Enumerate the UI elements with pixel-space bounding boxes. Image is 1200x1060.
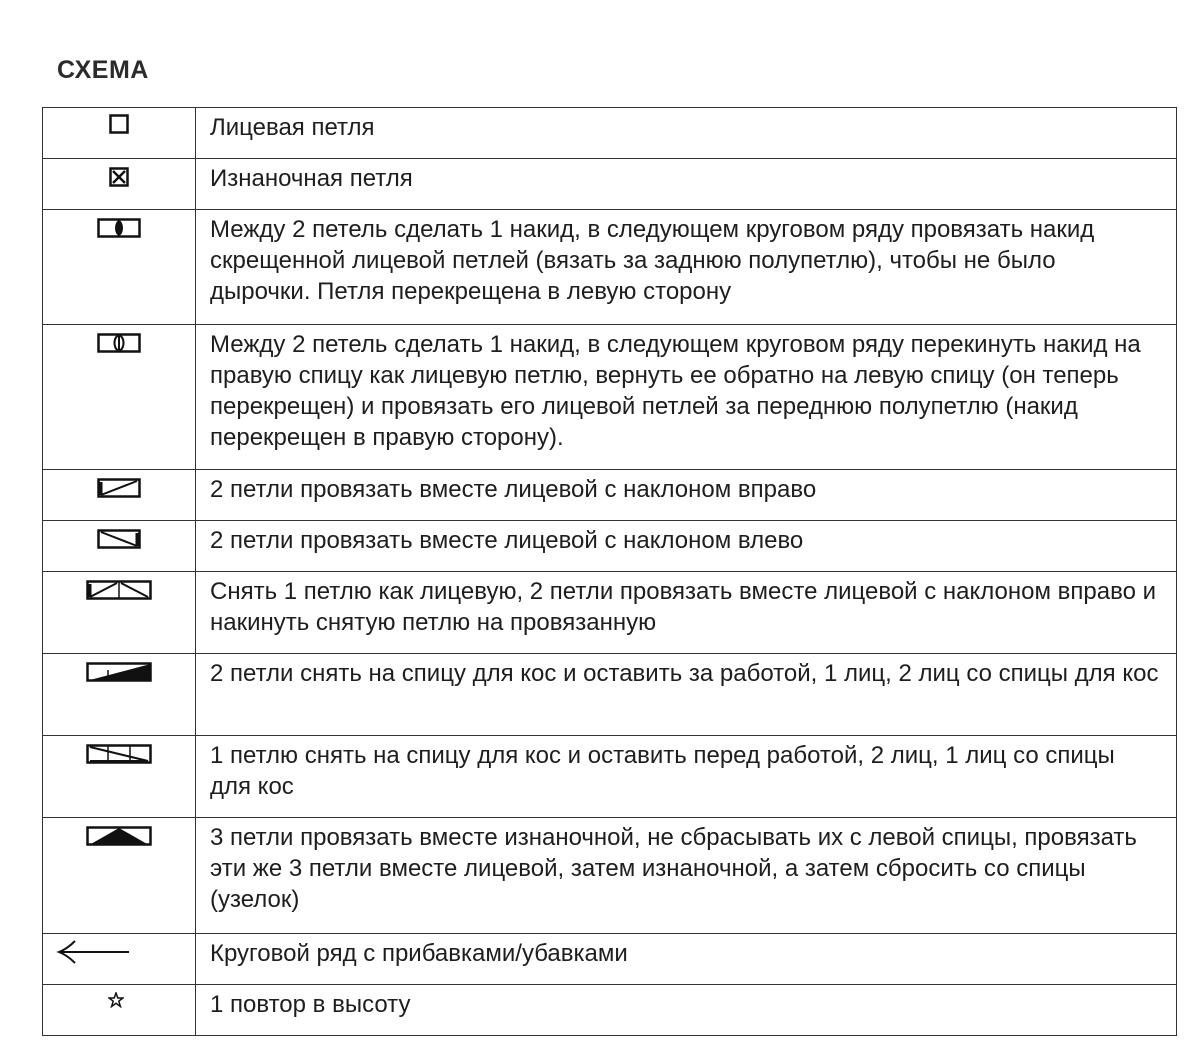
symbol-cell — [43, 654, 196, 736]
legend-table — [42, 107, 1177, 1036]
legend-description: 1 петлю снять на спицу для кос и оставить перед работой, 2 лиц, 1 лиц со спицы для кос — [196, 736, 1177, 818]
legend-row — [43, 521, 1177, 572]
symbol-cell — [43, 818, 196, 934]
k2tog-right-icon — [97, 478, 141, 498]
cable-back-icon — [86, 662, 152, 682]
legend-row — [43, 985, 1177, 1036]
star-icon — [108, 992, 124, 1008]
legend-row — [43, 210, 1177, 325]
arrow-left-icon — [55, 938, 131, 966]
symbol-cell — [43, 572, 196, 654]
legend-description: 2 петли провязать вместе лицевой с наклоном вправо — [196, 470, 1177, 521]
legend-description: Между 2 петель сделать 1 накид, в следующем круговом ряду провязать накид скрещенной лицевой петлей (вязать за заднюю полупетлю), чтобы не было дырочки. Петля перекрещена в левую сторону — [196, 210, 1177, 325]
legend-description: Между 2 петель сделать 1 накид, в следующем круговом ряду перекинуть накид на правую спицу как лицевую петлю, вернуть ее обратно на левую спицу (он теперь перекрещен) и провязать его лицевой петлей за переднюю полупетлю (накид перекрещен в правую сторону). — [196, 325, 1177, 470]
symbol-cell — [43, 985, 196, 1036]
symbol-cell — [43, 108, 196, 159]
purl-stitch-icon — [109, 167, 129, 187]
symbol-cell — [43, 521, 196, 572]
legend-row — [43, 470, 1177, 521]
legend-description: Снять 1 петлю как лицевую, 2 петли провязать вместе лицевой с наклоном вправо и накинуть снятую петлю на провязанную — [196, 572, 1177, 654]
legend-description: 3 петли провязать вместе изнаночной, не сбрасывать их с левой спицы, провязать эти же 3 петли вместе лицевой, затем изнаночной, а затем сбросить со спицы (узелок) — [196, 818, 1177, 934]
legend-row — [43, 159, 1177, 210]
page-title: СХЕМА — [57, 56, 149, 84]
legend-description: 2 петли провязать вместе лицевой с наклоном влево — [196, 521, 1177, 572]
symbol-cell — [43, 325, 196, 470]
symbol-cell — [43, 159, 196, 210]
legend-description: 1 повтор в высоту — [196, 985, 1177, 1036]
legend-row — [43, 108, 1177, 159]
k2tog-left-icon — [97, 529, 141, 549]
bobble-knot-icon — [86, 826, 152, 846]
legend-row — [43, 736, 1177, 818]
legend-description: 2 петли снять на спицу для кос и оставить за работой, 1 лиц, 2 лиц со спицы для кос — [196, 654, 1177, 736]
symbol-cell — [43, 470, 196, 521]
legend-description: Изнаночная петля — [196, 159, 1177, 210]
twisted-yarn-over-left-icon — [97, 218, 141, 238]
symbol-cell — [43, 934, 196, 985]
cable-front-icon — [86, 744, 152, 764]
symbol-cell — [43, 736, 196, 818]
legend-row — [43, 934, 1177, 985]
knit-stitch-icon — [109, 114, 129, 134]
twisted-yarn-over-right-icon — [97, 333, 141, 353]
legend-row — [43, 572, 1177, 654]
legend-row — [43, 654, 1177, 736]
legend-row — [43, 325, 1177, 470]
double-decrease-icon — [86, 580, 152, 600]
legend-description: Круговой ряд с прибавками/убавками — [196, 934, 1177, 985]
legend-row — [43, 818, 1177, 934]
symbol-cell — [43, 210, 196, 325]
legend-description: Лицевая петля — [196, 108, 1177, 159]
